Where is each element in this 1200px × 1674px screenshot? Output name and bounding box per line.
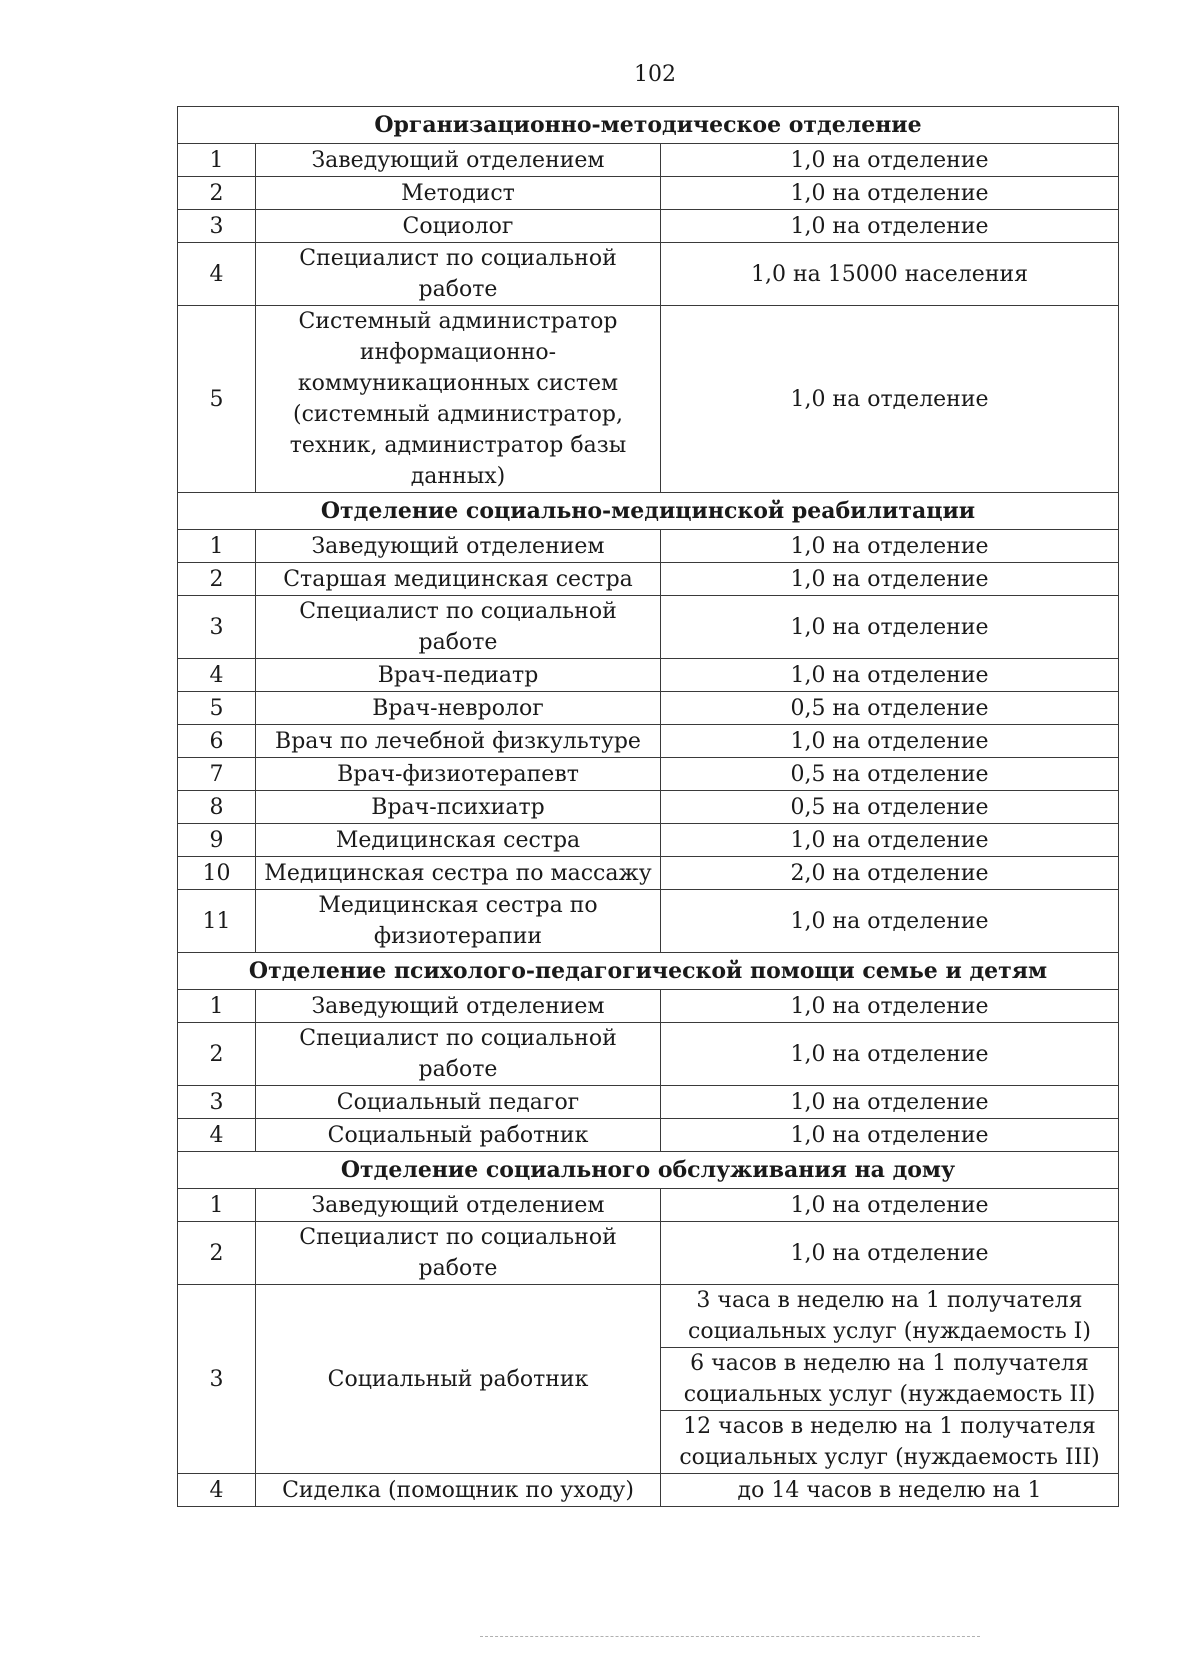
- table-row: [178, 1119, 1119, 1152]
- position-name: Социальный работник: [256, 1119, 661, 1152]
- row-number: 6: [178, 725, 256, 758]
- row-number: 3: [178, 1086, 256, 1119]
- table-row: [178, 990, 1119, 1023]
- row-number: 2: [178, 1222, 256, 1285]
- staffing-norm: 1,0 на отделение: [661, 177, 1119, 210]
- table-row: [178, 1222, 1119, 1285]
- staffing-norm: 1,0 на отделение: [661, 725, 1119, 758]
- table-row: [178, 1023, 1119, 1086]
- table-row: [178, 243, 1119, 306]
- position-name: Медицинская сестра: [256, 824, 661, 857]
- position-name: Социолог: [256, 210, 661, 243]
- table-row: [178, 758, 1119, 791]
- staffing-norm: 0,5 на отделение: [661, 758, 1119, 791]
- position-name: Социальный педагог: [256, 1086, 661, 1119]
- staffing-norm: 2,0 на отделение: [661, 857, 1119, 890]
- staffing-norm: 0,5 на отделение: [661, 791, 1119, 824]
- position-name: Заведующий отделением: [256, 1189, 661, 1222]
- row-number: 1: [178, 144, 256, 177]
- table-row: [178, 692, 1119, 725]
- position-name: Заведующий отделением: [256, 144, 661, 177]
- row-number: 3: [178, 210, 256, 243]
- table-row: [178, 1285, 1119, 1348]
- staffing-norm: 1,0 на отделение: [661, 596, 1119, 659]
- staffing-norm: 1,0 на отделение: [661, 1023, 1119, 1086]
- section-title: Отделение социального обслуживания на дому: [178, 1152, 1119, 1189]
- table-row: [178, 890, 1119, 953]
- staffing-norm: 1,0 на отделение: [661, 530, 1119, 563]
- row-number: 3: [178, 596, 256, 659]
- staffing-norm: 1,0 на отделение: [661, 990, 1119, 1023]
- row-number: 11: [178, 890, 256, 953]
- position-name: Специалист по социальной работе: [256, 1222, 661, 1285]
- position-name: Социальный работник: [256, 1285, 661, 1474]
- section-title: Отделение психолого-педагогической помощи семье и детям: [178, 953, 1119, 990]
- table-row: [178, 177, 1119, 210]
- staffing-norm: 1,0 на отделение: [661, 1086, 1119, 1119]
- row-number: 2: [178, 563, 256, 596]
- staffing-norm: 1,0 на отделение: [661, 1222, 1119, 1285]
- position-name: Заведующий отделением: [256, 990, 661, 1023]
- staffing-norm: 6 часов в неделю на 1 получателя социальных услуг (нуждаемость II): [661, 1348, 1119, 1411]
- row-number: 2: [178, 177, 256, 210]
- row-number: 4: [178, 659, 256, 692]
- page-number: 102: [634, 62, 676, 87]
- staffing-norm: 1,0 на отделение: [661, 824, 1119, 857]
- section-title: Отделение социально-медицинской реабилитации: [178, 493, 1119, 530]
- row-number: 1: [178, 990, 256, 1023]
- table-row: [178, 563, 1119, 596]
- staffing-norm: 1,0 на отделение: [661, 563, 1119, 596]
- table-row: [178, 1086, 1119, 1119]
- staffing-norm: 1,0 на отделение: [661, 306, 1119, 493]
- staffing-norm: 1,0 на отделение: [661, 210, 1119, 243]
- row-number: 4: [178, 1119, 256, 1152]
- table-row: [178, 824, 1119, 857]
- position-name: Медицинская сестра по массажу: [256, 857, 661, 890]
- row-number: 9: [178, 824, 256, 857]
- staffing-norm: 1,0 на 15000 населения: [661, 243, 1119, 306]
- row-number: 10: [178, 857, 256, 890]
- row-number: 3: [178, 1285, 256, 1474]
- table-row: [178, 857, 1119, 890]
- staffing-norm: 0,5 на отделение: [661, 692, 1119, 725]
- table-row: [178, 1474, 1119, 1507]
- table-row: [178, 530, 1119, 563]
- table-row: [178, 791, 1119, 824]
- row-number: 5: [178, 306, 256, 493]
- row-number: 8: [178, 791, 256, 824]
- section-title: Организационно-методическое отделение: [178, 107, 1119, 144]
- position-name: Специалист по социальной работе: [256, 596, 661, 659]
- staffing-norm: 1,0 на отделение: [661, 1119, 1119, 1152]
- position-name: Старшая медицинская сестра: [256, 563, 661, 596]
- table-row: [178, 659, 1119, 692]
- staffing-norm: 1,0 на отделение: [661, 890, 1119, 953]
- section-header-row: [178, 1152, 1119, 1189]
- row-number: 4: [178, 243, 256, 306]
- staffing-norm: 3 часа в неделю на 1 получателя социальных услуг (нуждаемость I): [661, 1285, 1119, 1348]
- table-row: [178, 306, 1119, 493]
- table-row: [178, 725, 1119, 758]
- row-number: 7: [178, 758, 256, 791]
- section-header-row: [178, 953, 1119, 990]
- staffing-norm: до 14 часов в неделю на 1: [661, 1474, 1119, 1507]
- row-number: 5: [178, 692, 256, 725]
- staffing-norm: 1,0 на отделение: [661, 659, 1119, 692]
- row-number: 1: [178, 530, 256, 563]
- position-name: Системный администратор информационно-коммуникационных систем (системный администратор, техник, администратор базы данных): [256, 306, 661, 493]
- position-name: Врач-психиатр: [256, 791, 661, 824]
- position-name: Медицинская сестра по физиотерапии: [256, 890, 661, 953]
- row-number: 1: [178, 1189, 256, 1222]
- position-name: Сиделка (помощник по уходу): [256, 1474, 661, 1507]
- staffing-norm: 1,0 на отделение: [661, 1189, 1119, 1222]
- position-name: Специалист по социальной работе: [256, 1023, 661, 1086]
- position-name: Заведующий отделением: [256, 530, 661, 563]
- position-name: Методист: [256, 177, 661, 210]
- position-name: Врач по лечебной физкультуре: [256, 725, 661, 758]
- row-number: 2: [178, 1023, 256, 1086]
- position-name: Врач-невролог: [256, 692, 661, 725]
- table-row: [178, 1189, 1119, 1222]
- position-name: Врач-педиатр: [256, 659, 661, 692]
- section-header-row: [178, 107, 1119, 144]
- staffing-norm: 1,0 на отделение: [661, 144, 1119, 177]
- staffing-norm: 12 часов в неделю на 1 получателя социальных услуг (нуждаемость III): [661, 1411, 1119, 1474]
- row-number: 4: [178, 1474, 256, 1507]
- section-header-row: [178, 493, 1119, 530]
- table-row: [178, 144, 1119, 177]
- staffing-table: [177, 106, 1119, 1507]
- position-name: Специалист по социальной работе: [256, 243, 661, 306]
- table-row: [178, 596, 1119, 659]
- page-footer-line: [480, 1636, 980, 1637]
- position-name: Врач-физиотерапевт: [256, 758, 661, 791]
- table-row: [178, 210, 1119, 243]
